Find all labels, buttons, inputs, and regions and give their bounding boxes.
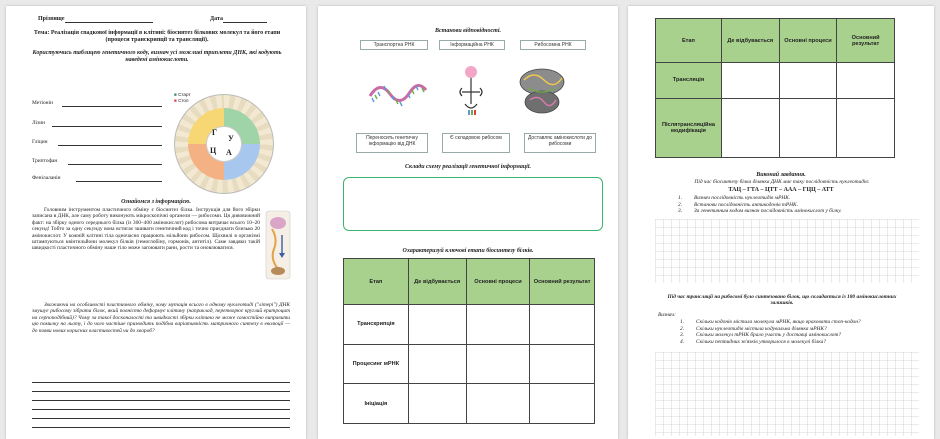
header-processes: Основні процеси <box>779 19 837 63</box>
table-cell[interactable] <box>837 63 895 99</box>
header-stage: Етап <box>344 259 409 305</box>
table-cell[interactable] <box>721 98 779 157</box>
list-item: 1. Визнач послідовність нуклеотидів мРНК. <box>678 195 791 201</box>
determine-label: Визнач: <box>658 312 676 318</box>
answer-line[interactable] <box>68 164 162 165</box>
dna-sequence: ТАЦ – ГТА – ЦТТ – ААА – ГЦЦ – АТТ <box>728 187 834 193</box>
answer-line[interactable] <box>52 126 162 127</box>
scheme-heading: Склади схему реалізації генетичної інформації. <box>405 164 531 170</box>
answer-line[interactable] <box>62 106 162 107</box>
header-result: Основний результат <box>837 19 895 63</box>
stage-name: Післятрансляційна модифікація <box>656 98 722 157</box>
table-cell[interactable] <box>408 305 466 345</box>
answer-line[interactable] <box>32 418 290 419</box>
answer-line[interactable] <box>32 400 290 401</box>
answer-line[interactable] <box>32 409 290 410</box>
table-cell[interactable] <box>408 344 466 384</box>
header-stage: Етап <box>656 19 722 63</box>
header-result: Основний результат <box>530 259 595 305</box>
header-location: Де відбувається <box>721 19 779 63</box>
match-heading: Встанови відповідності. <box>435 28 501 34</box>
amino-acid-label: Триптофан <box>32 158 58 164</box>
amino-acid-label: Лізин <box>32 120 46 126</box>
date-field[interactable]: Дата <box>210 16 267 23</box>
mrna-illustration <box>366 72 430 112</box>
table-cell[interactable] <box>779 98 837 157</box>
stages-table-continued <box>655 18 895 158</box>
table-header-row <box>656 19 895 63</box>
table-cell[interactable] <box>837 98 895 157</box>
ribosome-illustration <box>264 209 292 281</box>
list-item: 3. Скільки молекул тРНК брало участь у доставці амінокислот? <box>680 332 842 339</box>
stage-name: Процесинг мРНК <box>344 344 409 384</box>
exec-heading: Виконай завдання. <box>756 172 806 178</box>
worksheet-page-2 <box>318 6 618 439</box>
rna-type-card[interactable]: Рибосомна РНК <box>520 40 586 50</box>
genetic-code-wheel: Г У Ц А <box>174 94 274 194</box>
table-cell[interactable] <box>530 384 595 424</box>
table-cell[interactable] <box>779 63 837 99</box>
table-cell[interactable] <box>408 384 466 424</box>
amino-acid-label: Фенілаланін <box>32 175 61 181</box>
wheel-legend: ■ Старт ■ Стоп <box>174 92 191 103</box>
table-cell[interactable] <box>530 305 595 345</box>
table-cell[interactable] <box>530 344 595 384</box>
table-row <box>344 384 595 424</box>
answer-line[interactable] <box>32 382 290 383</box>
answer-line[interactable] <box>32 391 290 392</box>
rna-type-card[interactable]: Транспортна РНК <box>360 40 428 50</box>
list-item: 1. Скільки кодонів містила молекула мРНК, якщо враховати стоп-кодон? <box>680 319 861 325</box>
table-row <box>344 305 595 345</box>
exec-task-list <box>678 195 918 215</box>
worksheet-page-1 <box>6 6 306 439</box>
table-row <box>344 344 595 384</box>
amino-acid-label: Гліцин <box>32 139 48 145</box>
answer-line[interactable] <box>76 181 162 182</box>
stage-name: Ініціація <box>344 384 409 424</box>
info-paragraph: Головним інструментом пластичного обміну є біосинтез білка. Інструкція для його збірки записана в ДНК, але саму роботу виконують мікроскопічні органели — рибосоми. Ця дивовижний факт: на збірку одного середнього білка (із 300–400 амінокислот) рибосома витрачає всього 10–20 секунд! Тобто за одну секунду вона встигає зшивати генетичний код і точно приєднати близько 20 амінокислот. У кожній клітині тіла одночасно працюють мільйони рибосом. Щохвилі в організмі штампуються квінтильйони молекул білків (гемоглобіну, гормонів, антитіл). Саме завдяки такій швидкості пластичного обміну наше тіло може загоювати рани, рости та оновлюватися. <box>32 207 260 252</box>
answer-line[interactable] <box>58 145 162 146</box>
header-processes: Основні процеси <box>466 259 530 305</box>
rrna-illustration <box>514 66 570 116</box>
list-item: 2. Скільки нуклеотидів містила кодувальна ділянка мРНК? <box>680 325 827 332</box>
info-heading: Ознайомся з інформацією. <box>121 199 191 205</box>
table-row <box>656 98 895 157</box>
topic-title: Тема: Реалізація спадкової інформації в клітині: біосинтез білкових молекул та його етапи (процеси транскрипції та трансляції). <box>33 30 281 43</box>
header-location: Де відбувається <box>408 259 466 305</box>
answer-grid[interactable] <box>655 352 919 436</box>
list-item: 2. Встанови послідовність антикодонів тРНК. <box>678 201 798 208</box>
table-header-row <box>344 259 595 305</box>
rna-type-card[interactable]: Інформаційна РНК <box>439 40 505 50</box>
trna-illustration <box>454 64 488 118</box>
worksheet-page-3 <box>628 6 934 439</box>
table-row <box>656 63 895 99</box>
reflection-question: Зважаючи на особливості пластичного обміну, чому мутація всього в одному нуклеотиді ("літері") ДНК змушує рибосому зібрати білок, який повністю деформує клітину (наприклад, перетворює круглий еритроцит на серпоподібний)? Чому за такої досконалості та швидкості збірки клітина не може самостійно виправити цю помилку на льоту, і до чого частіше призводить подібна варіативність матричного синтезу в еволюції — до появи нових корисних властивостей чи до хвороб? <box>32 302 290 334</box>
problem-task-list <box>680 319 920 345</box>
list-item: 3. За генетичним кодом визнач послідовність амінокислот у білку. <box>678 208 842 215</box>
exec-intro: Під час біосинтезу білка ділянка ДНК має таку послідовність нуклеотидів: <box>694 179 870 185</box>
function-card[interactable]: Доставляє амінокислоти до рибосоми <box>524 133 596 153</box>
function-card[interactable]: Переносить генетичну інформацію від ДНК <box>356 133 428 153</box>
problem-intro: Під час трансляції на рибосомі було синтезовано білок, що складається із 180 амінокислотних залишків. <box>667 294 897 307</box>
stage-name: Транскрипція <box>344 305 409 345</box>
amino-acid-label: Метіонін <box>32 100 53 106</box>
list-item: 4. Скільки пептидних зв'язків утворилося в молекулі білка? <box>680 338 826 345</box>
table-cell[interactable] <box>721 63 779 99</box>
answer-line[interactable] <box>32 427 290 428</box>
surname-field[interactable]: Прізвище <box>38 16 153 23</box>
task-instruction: Користуючись таблицею генетичного коду, визнач усі можливі триплети ДНК, які кодують наведені амінокислоти. <box>32 50 282 63</box>
table-cell[interactable] <box>466 384 530 424</box>
stages-heading: Охарактеризуй ключові етапи біосинтезу білків. <box>402 248 534 254</box>
function-card[interactable]: Є складовою рибосом <box>442 133 510 153</box>
stages-table <box>343 258 595 424</box>
table-cell[interactable] <box>466 305 530 345</box>
stage-name: Трансляція <box>656 63 722 99</box>
scheme-answer-box[interactable] <box>343 177 603 231</box>
answer-grid[interactable] <box>655 219 919 283</box>
table-cell[interactable] <box>466 344 530 384</box>
